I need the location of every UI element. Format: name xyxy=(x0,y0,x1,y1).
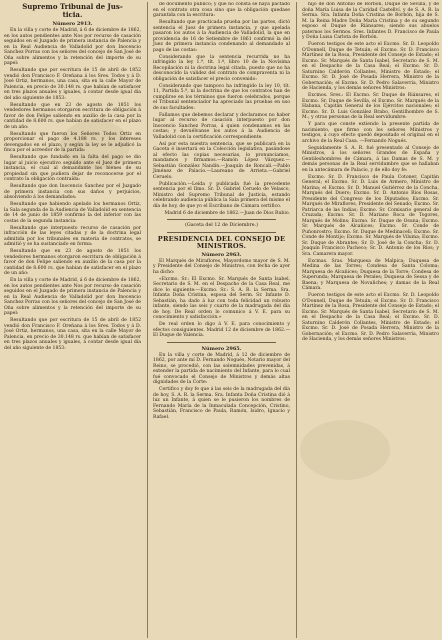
paragraph: Resultando que practicada prueba por las partes, dictó sentencia el Juez de primera instancia, y que apelada pasaron los autos á la Audiencia de Valladolid, la que en providencia de 16 de Setiembre de 1861 confirmó la del Juez de primera instancia condenando al demandado al pago de las costas: xyxy=(153,20,290,53)
columns xyxy=(4,2,439,638)
decree-number: Número 2965. xyxy=(201,345,242,352)
paragraph: Resultando que don Inocencio Sanchez por el Juzgado de primera instancia con sus daños y perjuicios, absolviendo á los demandados: xyxy=(4,184,141,200)
paragraph: Y para que conste extiendo la presente partida de nacimiento, que firmo con los señores Ministros y testigos, á cuyo efecto quedó depositado el original en el archivo de la Real Casa. —Fernando Nogués. xyxy=(302,122,439,144)
paragraph: De real orden lo digo á V. E. para conocimiento y efectos consiguientes. Madrid 12 de diciembre de 1862.—El Duque de Valencia. xyxy=(153,322,290,339)
paragraph: En la villa y corte de Madrid, á 6 de diciembre de 1862, en los autos pendientes ante Nos por recurso de casación seguidos en el Juzgado de primera instancia de Palencia y en la Real Audiencia de Valladolid por don Inocencio Sanchez Porras con los señores del concejo de San José de Oña sobre alimentos y la retención del importe de su papel: xyxy=(4,28,141,66)
paragraph: Fueron testigos de este acto el Excmo. Sr. D. Leopoldo O'Donnell, Duque de Tetuán; el Excmo. Sr. D. Francisco Martínez de la Rosa, Presidente del Consejo de Estado; el Excmo. Sr. Marqués de Santa Isabel, Secretario de S. M. en el Despacho de la Casa Real; el Excmo. Sr. D. Saturnino Calderón Collantes, Ministro de Estado; el Excmo. Sr. D. José de Posada Herrera, Ministro de la Gobernación; el Excmo. Sr. D. Pedro Salaverría, Ministro de Hacienda, y los demás señores Ministros: xyxy=(302,293,439,342)
tribunal-heading: Supremo Tribunal de Jus- ticia. xyxy=(22,2,123,19)
paragraph: Excmas. Sras. Marquesa de Malpica; Duquesa de Medina de las Torres; Condesa de Santa Coloma; Marquesa de Alcañices; Duquesa de la Torre; Condesa de Superunda; Marquesa de Perales; Duquesa de Sessa y de Baena; y Marquesa de Novaliches; y damas de la Real Cámara. xyxy=(302,258,439,291)
paragraph: «Excmo. Sr.: El Excmo. Sr. Marqués de Santa Isabel, Secretario de S. M. en el Despacho de la Casa Real, me dice lo siguiente:—Excmo. Sr.: S. A. R. la Serma. Sra. Infanta Doña Cristina, esposa del Serm. Sr. Infante D. Sebastián, ha dado á luz con toda felicidad un robusto infante, siendo las seis y cuarto de la madrugada del día de hoy. De Real orden lo comunico á V. E. para su conocimiento y satisfacción.» xyxy=(153,276,290,321)
column-3 xyxy=(296,2,439,638)
paragraph: Excmos. Sres.: El Excmo. Sr. Duque de Riánsares, el Excmo. Sr. Duque de Sevilla, el Excmo. Sr. Marqués de la Habana, Capitán General de los Ejércitos nacionales; el Excmo. Sr. D. Luis González Brabo, Gentilhombre de S. M.; y otras personas de la Real servidumbre: xyxy=(302,93,439,120)
column-1 xyxy=(4,2,141,638)
paragraph: Así por esta nuestra sentencia, que se publicará en la Gaceta é insertará en la Colección legislativa, pasándose al efecto las copias necesarias, lo pronunciamos, mandamos y firmamos.—Ramón López Vázquez.—Sebastián González Nandín.—Joaquín de Roncali.—Pablo Jiménez de Palacio.—Laureano de Arrieta.—Gabriel Ceruelo. xyxy=(153,141,290,180)
paragraph: de documento público; y que no consta se haya pactado en el contrato otra cosa sino que la obligación quedase garantida con la escritura: xyxy=(153,2,290,18)
paragraph: Considerando que la sentencia recurrida no ha infringido la ley 1.ª, tít. 1.º, libro 10 de la Novísima Recopilación ni la doctrina legal citada, puesto que no ha desconocido la validez del contrato de compraventa ni la obligación de satisfacer el precio convenido: xyxy=(153,54,290,82)
paragraph: Seguidamente S. A. R. fué presentado al Consejo de Ministros, á los señores Grandes de España y Gentileshombres de Cámara, á las Damas de S. M. y demás personas de la Real servidumbre que se hallaban en la antecámara de Palacio, y de ello doy fe: xyxy=(302,145,439,173)
paragraph: Fueron testigos de este acto el Excmo. Sr. D. Leopoldo O'Donnell, Duque de Tetuán; el Excmo. Sr. D. Francisco Martínez de la Rosa, Presidente del Consejo de Estado; el Excmo. Sr. Marqués de Santa Isabel, Secretario de S. M. en el Despacho de la Casa Real; el Excmo. Sr. D. Saturnino Calderón Collantes, Ministro de Estado; el Excmo. Sr. D. José de Posada Herrera, Ministro de la Gobernación; el Excmo. Sr. D. Pedro Salaverría, Ministro de Hacienda, y los demás señores Ministros: xyxy=(302,42,439,91)
divider xyxy=(167,342,276,343)
paragraph: Resultando que fundado en la falta del pago se dio lugar al juicio ejecutivo seguido ante el Juez de primera instancia, el cual al demandante los bienes de su propiedad sin que pudiera dejar de reconocerse por el contrato la obligación contraída: xyxy=(4,155,141,182)
paragraph: Considerando que tampoco ha infringido la ley 10, tít. 11, Partida 5.ª, ni la doctrina de que los contratos han de cumplirse en los términos que fueron celebrados, porque el Tribunal sentenciador ha apreciado las pruebas en uso de sus facultades: xyxy=(153,83,290,111)
paragraph: hijo de don Antonio de Borbón, Duque de Sevilla, y de doña María Luisa de la Caridad Castellví, y de S. A. R. la Serma. Sra. Infanta Doña Cristina de Borbón, hija de S. M. la Reina Madre Doña María Cristina y de su segundo esposo el Duque de Riánsares; siendo sus abuelos paternos los Sermos. Sres. Infantes D. Francisco de Paula y Doña Luisa Carlota de Borbón. xyxy=(302,2,439,40)
column-2 xyxy=(147,2,290,638)
paragraph: Resultando que en 23 de agosto de 1851 los vendedores hermanos otorgaron escritura de obligación á favor de don Felipe saliendo en auxilio de la casa por la cantidad de 8.600 rs. que habían de satisfacer en el plazo de un año: xyxy=(4,102,141,130)
paragraph: Resultando que interpuesto recurso de casación por infracción de las leyes citadas y de la doctrina legal admitida por los tribunales en materia de contratos, se admitió y se ha sustanciado en forma: xyxy=(4,225,141,247)
decree-number: Número 2963. xyxy=(201,251,242,258)
paragraph: Excmo. Sr. D. Francisco de Paula Cotoner, Capitán General; el Excmo. Sr. D. Luis de Armero, Ministro de Marina; el Excmo. Sr. D. Manuel Gutiérrez de la Concha, Marqués del Duero; Excmo. Sr. D. Antonio Ríos Rosas, Presidente del Congreso de los Diputados; Excmo. Sr. Marqués de Miraflores, Presidente del Senado; Excmo. Sr. Patriarca de las Indias; Excmo. Sr. Comisario general de Cruzada; Excmo. Sr. D. Mariano Roca de Togores, Marqués de Molins; Excmo. Sr. Duque de Osuna; Excmo. Sr. Marqués de Alcañices; Excmo. Sr. Conde de Puñonrostro; Excmo. Sr. Duque de Medinaceli; Excmo. Sr. Conde de Montijo; Excmo. Sr. Marqués de Viluma; Excmo. Sr. Duque de Abrantes; Sr. D. José de la Concha; Sr. D. Joaquín Francisco Pacheco; Sr. D. Antonio de los Ríos; y Sra. Camarera mayor. xyxy=(302,174,439,257)
date-signature: Madrid 6 de diciembre de 1862.—Juan de Dios Rubio. xyxy=(164,210,290,216)
paragraph: Resultando que en 23 de agosto de 1851 los vendedores hermanos otorgaron escritura de obligación á favor de don Felipe saliendo en auxilio de la casa por la cantidad de 8.600 rs. que habían de satisfacer en el plazo de un año: xyxy=(4,249,141,276)
paragraph: Resultando que habiendo apelado los hermanos Ortiz, la Sala segunda de la Audiencia de Valladolid en sentencia de 14 de junio de 1859 confirmó la del inferior con las costas de la segunda instancia: xyxy=(4,202,141,224)
paragraph: Fallamos que debemos declarar y declaramos no haber lugar al recurso de casación interpuesto por don Inocencio Sanchez Porras, á quien condenamos en las costas; y devuélvanse los autos á la Audiencia de Valladolid con la certificación correspondiente. xyxy=(153,112,290,140)
paragraph: El Marqués de Miraflores, Mayordomo mayor de S. M. y Presidente del Consejo de Ministros, con fecha de ayer ha dicho: xyxy=(153,258,290,275)
presidency-heading: PRESIDENCIA DEL CONSEJO DE MINISTROS. xyxy=(157,234,286,250)
divider xyxy=(167,232,276,233)
paragraph: Resultando que fueron los Señores Todos Ortiz en proporcionar el pago de 4.188 rs. y los intereses devengados en el plazo, y según la ley se le adjudicó la finca por el acreedor de la partida: xyxy=(4,131,141,153)
decree-number: Número 2913. xyxy=(52,21,93,27)
paragraph: Resultando que por escritura de 15 de abril de 1852 vendió don Francisco F. Oreñana á los Sres. Todos y á D. José Ortiz, hermanos, una casa, sita en la calle Mayor de Palencia, en precio de 30.148 rs. que habían de satisfacer en tres plazos anuales y iguales, á contar desde igual día del año siguiente de 1853: xyxy=(4,318,141,351)
paragraph: En la villa y corte de Madrid, á 6 de diciembre de 1862, en los autos pendientes ante Nos por recurso de casación seguidos en el Juzgado de primera instancia de Palencia y en la Real Audiencia de Valladolid por don Inocencio Sanchez Porras con los señores del concejo de San José de Oña sobre alimentos y la retención del importe de su papel: xyxy=(4,278,141,316)
paragraph: Publicación.—Leída y publicada fué la precedente sentencia por el Ilmo. Sr. D. Gabriel Ceruelo de Velasco, Ministro del Supremo Tribunal de Justicia, estando celebrando audiencia pública la Sala primera del mismo el día de hoy, de que yo el Escribano de Cámara certifico. xyxy=(153,181,290,209)
gazette-note: (Gaceta del 12 de Diciembre.) xyxy=(184,223,259,228)
paragraph: En la villa y corte de Madrid, á 12 de diciembre de 1862, por ante mí D. Fernando Nogués, Notario mayor del Reino, se procedió, con las solemnidades prevenidas, á extender la partida de nacimiento del Infante, para lo cual fué convocado el Consejo de Ministros y demás altas dignidades de la Corte: xyxy=(153,352,290,386)
paragraph: Resultando que por escritura de 15 de abril de 1852 vendió don Francisco F. Oreñana á los Sres. Todos y á D. José Ortiz, hermanos, una casa, sita en la calle Mayor de Palencia, en precio de 30.148 rs. que habían de satisfacer en tres plazos anuales y iguales, á contar desde igual día del año siguiente de 1853: xyxy=(4,68,141,101)
paragraph: Certifico y doy fe que á las seis de la madrugada del día de hoy, S. A. R. la Serma. Sra. Infanta Doña Cristina dió á luz un Infante, á quien se le pusieron los nombres de Fernando María de la Inmaculada Concepción, Cristino, Sebastián, Francisco de Paula, Ramón, Isidro, Ignacio y Rafael. xyxy=(153,387,290,420)
divider xyxy=(167,219,276,220)
